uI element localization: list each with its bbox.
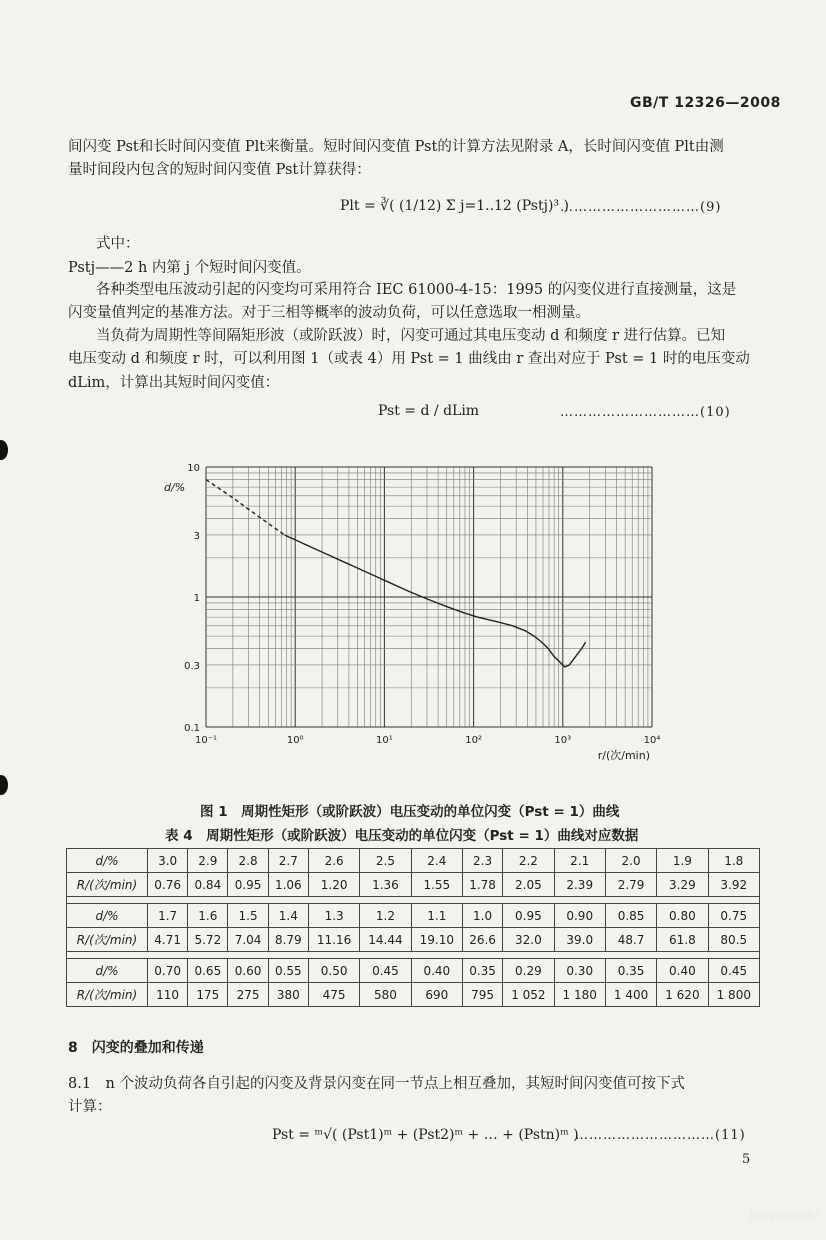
table-cell: 2.4 xyxy=(411,849,462,873)
x-tick-label: 10³ xyxy=(554,735,572,746)
table-cell: 0.95 xyxy=(228,873,268,897)
table-cell: 1 620 xyxy=(657,983,708,1007)
table-cell: 1 800 xyxy=(708,983,759,1007)
flicker-curve-solid xyxy=(285,535,586,667)
table-cell: 26.6 xyxy=(462,928,502,952)
table-cell: 2.6 xyxy=(308,849,359,873)
row-header: R/(次/min) xyxy=(67,983,148,1007)
table-cell: 19.10 xyxy=(411,928,462,952)
flicker-curve-dashed xyxy=(206,480,285,535)
table-cell: 1.0 xyxy=(462,904,502,928)
table-cell: 0.60 xyxy=(228,959,268,983)
table-row xyxy=(67,849,760,873)
table-cell: 0.40 xyxy=(657,959,708,983)
table-row xyxy=(67,959,760,983)
table-cell: 1.3 xyxy=(308,904,359,928)
table-cell: 795 xyxy=(462,983,502,1007)
chart-curves xyxy=(206,480,586,667)
table-cell: 0.40 xyxy=(411,959,462,983)
table-cell: 0.35 xyxy=(605,959,656,983)
y-tick-label: 0.3 xyxy=(184,660,200,672)
table-cell: 0.85 xyxy=(605,904,656,928)
table-cell: 110 xyxy=(148,983,188,1007)
table-cell: 39.0 xyxy=(554,928,605,952)
chart-grid xyxy=(206,467,652,727)
table-cell: 80.5 xyxy=(708,928,759,952)
y-tick-label: 10 xyxy=(187,463,200,474)
x-tick-label: 10⁻¹ xyxy=(194,735,218,746)
table-cell: 11.16 xyxy=(308,928,359,952)
where-label: 式中： xyxy=(96,236,140,252)
binding-hole xyxy=(0,440,8,460)
x-tick-label: 10¹ xyxy=(376,735,393,746)
table-cell: 0.50 xyxy=(308,959,359,983)
table-cell: 3.29 xyxy=(657,873,708,897)
table-cell: 0.75 xyxy=(708,904,759,928)
chart-ticks xyxy=(184,463,660,746)
table-cell: 3.92 xyxy=(708,873,759,897)
data-table xyxy=(66,848,760,1007)
paragraph-line: dLim，计算出其短时间闪变值： xyxy=(68,375,280,391)
table-cell: 0.95 xyxy=(503,904,554,928)
table-cell: 1.4 xyxy=(268,904,308,928)
table-caption: 表 4 周期性矩形（或阶跃波）电压变动的单位闪变（Pst = 1）曲线对应数据 xyxy=(165,828,639,844)
paragraph-line: 计算： xyxy=(68,1099,112,1115)
table-cell: 7.04 xyxy=(228,928,268,952)
table-cell: 690 xyxy=(411,983,462,1007)
y-tick-label: 1 xyxy=(193,593,200,604)
table-cell: 2.7 xyxy=(268,849,308,873)
table-cell: 2.0 xyxy=(605,849,656,873)
table-cell: 2.05 xyxy=(503,873,554,897)
table-cell: 2.8 xyxy=(228,849,268,873)
table-cell: 1.06 xyxy=(268,873,308,897)
paragraph-line: 8.1 n 个波动负荷各自引起的闪变及背景闪变在同一节点上相互叠加，其短时间闪变值可按下式 xyxy=(68,1076,686,1092)
table-cell: 8.79 xyxy=(268,928,308,952)
table-gap-row xyxy=(67,897,760,904)
paragraph-line: 电压变动 d 和频度 r 时，可以利用图 1（或表 4）用 Pst = 1 曲线由 r 查出对应于 Pst = 1 时的电压变动 xyxy=(68,351,750,367)
table-gap-row xyxy=(67,952,760,959)
table-cell: 0.30 xyxy=(554,959,605,983)
figure-caption: 图 1 周期性矩形（或阶跃波）电压变动的单位闪变（Pst = 1）曲线 xyxy=(200,804,620,820)
table-cell: 2.79 xyxy=(605,873,656,897)
table-cell: 475 xyxy=(308,983,359,1007)
equation-9: Plt = ∛( (1/12) Σ j=1..12 (Pstj)³ ) xyxy=(340,198,569,214)
table-cell: 1.20 xyxy=(308,873,359,897)
y-axis-label: d/% xyxy=(164,481,186,495)
table-cell: 0.65 xyxy=(188,959,228,983)
table-cell: 32.0 xyxy=(503,928,554,952)
paragraph-line: 当负荷为周期性等间隔矩形波（或阶跃波）时，闪变可通过其电压变动 d 和频度 r 进行估算。已知 xyxy=(96,328,726,344)
table-cell: 48.7 xyxy=(605,928,656,952)
row-header: R/(次/min) xyxy=(67,873,148,897)
equation-10-number: …………………………(10) xyxy=(560,405,731,420)
table-cell: 1.8 xyxy=(708,849,759,873)
table-cell: 1.7 xyxy=(148,904,188,928)
row-header: R/(次/min) xyxy=(67,928,148,952)
x-tick-label: 10² xyxy=(465,735,482,746)
x-axis-label: r/(次/min) xyxy=(597,749,650,762)
equation-10: Pst = d / dLim xyxy=(378,403,480,419)
standard-number: GB/T 12326—2008 xyxy=(630,95,781,111)
table-cell: 2.5 xyxy=(360,849,411,873)
table-cell: 0.76 xyxy=(148,873,188,897)
paragraph-line: 间闪变 Pst和长时间闪变值 Plt来衡量。短时间闪变值 Pst的计算方法见附录 A，长时间闪变值 Plt由测 xyxy=(68,139,724,155)
watermark: JiangSuDianLi xyxy=(750,1210,819,1221)
row-header: d/% xyxy=(67,959,148,983)
table-cell: 1.9 xyxy=(657,849,708,873)
table-cell: 1 180 xyxy=(554,983,605,1007)
table-cell: 380 xyxy=(268,983,308,1007)
table-cell: 175 xyxy=(188,983,228,1007)
table-cell: 2.9 xyxy=(188,849,228,873)
paragraph-line: 闪变量值判定的基准方法。对于三相等概率的波动负荷，可以任意选取一相测量。 xyxy=(68,305,590,321)
table-cell: 0.29 xyxy=(503,959,554,983)
equation-11-number: …………………………(11) xyxy=(575,1128,746,1143)
table-cell: 61.8 xyxy=(657,928,708,952)
table-cell: 0.45 xyxy=(360,959,411,983)
table-cell: 14.44 xyxy=(360,928,411,952)
table-gap-cell xyxy=(67,952,760,959)
table-cell: 3.0 xyxy=(148,849,188,873)
table-cell: 1.36 xyxy=(360,873,411,897)
table-cell: 1.6 xyxy=(188,904,228,928)
table-cell: 1.55 xyxy=(411,873,462,897)
table-cell: 275 xyxy=(228,983,268,1007)
table-cell: 1 400 xyxy=(605,983,656,1007)
table-cell: 1 052 xyxy=(503,983,554,1007)
flicker-curve-chart xyxy=(140,455,700,785)
table-cell: 1.78 xyxy=(462,873,502,897)
table-cell: 0.84 xyxy=(188,873,228,897)
section-heading: 8 闪变的叠加和传递 xyxy=(68,1040,204,1056)
table-row xyxy=(67,904,760,928)
definition-line: Pstj——2 h 内第 j 个短时间闪变值。 xyxy=(68,260,311,276)
table-cell: 0.35 xyxy=(462,959,502,983)
table-cell: 580 xyxy=(360,983,411,1007)
table-cell: 0.80 xyxy=(657,904,708,928)
table-cell: 0.90 xyxy=(554,904,605,928)
table-cell: 2.2 xyxy=(503,849,554,873)
paragraph-line: 各种类型电压波动引起的闪变均可采用符合 IEC 61000-4-15：1995 的闪变仪进行直接测量，这是 xyxy=(96,282,737,298)
table-row xyxy=(67,983,760,1007)
x-tick-label: 10⁰ xyxy=(286,735,304,746)
table-cell: 1.2 xyxy=(360,904,411,928)
table-cell: 0.45 xyxy=(708,959,759,983)
y-tick-label: 3 xyxy=(193,530,200,542)
table-cell: 1.1 xyxy=(411,904,462,928)
table-cell: 0.70 xyxy=(148,959,188,983)
y-tick-label: 0.1 xyxy=(184,723,200,734)
row-header: d/% xyxy=(67,849,148,873)
page-number: 5 xyxy=(742,1152,751,1167)
row-header: d/% xyxy=(67,904,148,928)
paragraph-line: 量时间段内包含的短时间闪变值 Pst计算获得： xyxy=(68,162,371,178)
equation-11: Pst = ᵐ√( (Pst1)ᵐ + (Pst2)ᵐ + … + (Pstn)ᵐ ) xyxy=(272,1127,579,1143)
table-cell: 2.39 xyxy=(554,873,605,897)
x-tick-label: 10⁴ xyxy=(643,735,661,746)
table-cell: 2.1 xyxy=(554,849,605,873)
table-row xyxy=(67,873,760,897)
table-gap-cell xyxy=(67,897,760,904)
binding-hole xyxy=(0,775,8,795)
table-cell: 0.55 xyxy=(268,959,308,983)
table-cell: 2.3 xyxy=(462,849,502,873)
equation-9-number: …………………………(9) xyxy=(560,200,722,215)
table-row xyxy=(67,928,760,952)
table-cell: 4.71 xyxy=(148,928,188,952)
table-cell: 1.5 xyxy=(228,904,268,928)
table-cell: 5.72 xyxy=(188,928,228,952)
